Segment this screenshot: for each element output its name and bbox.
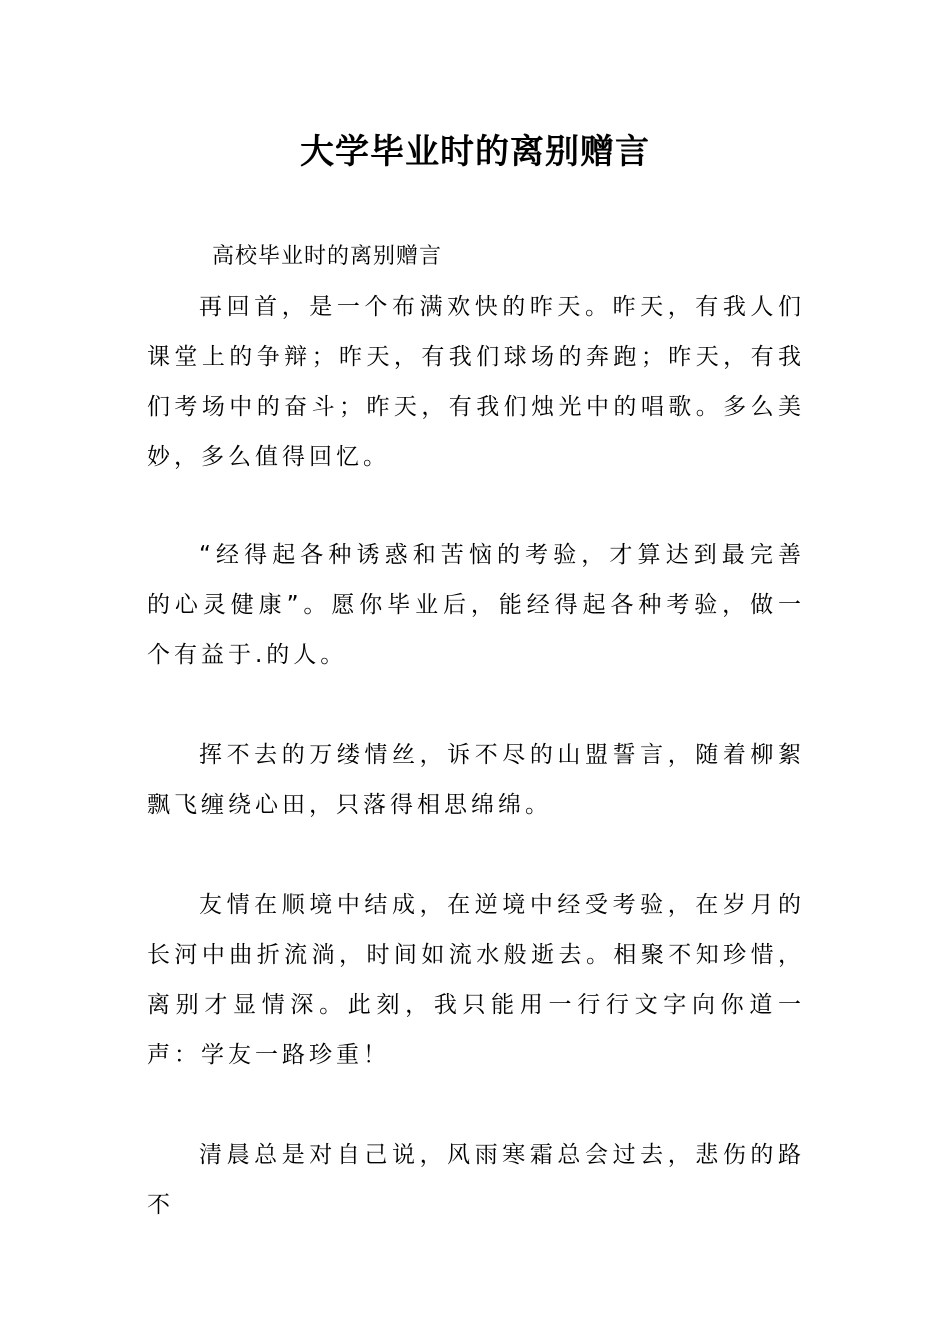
paragraph-5: 清晨总是对自己说，风雨寒霜总会过去，悲伤的路不 [147,1142,805,1218]
document-title: 大学毕业时的离别赠言 [300,132,650,172]
paragraph-1: 再回首，是一个布满欢快的昨天。昨天，有我人们课堂上的争辩；昨天，有我们球场的奔跑；昨天，有我们考场中的奋斗；昨天，有我们烛光中的唱歌。多么美妙，多么值得回忆。 [147,294,805,470]
document-subtitle: 高校毕业时的离别赠言 [212,244,443,269]
paragraph-2: “经得起各种诱惑和苦恼的考验，才算达到最完善的心灵健康”。愿你毕业后，能经得起各种考验，做一个有益于.的人。 [147,542,805,668]
paragraph-4: 友情在顺境中结成，在逆境中经受考验，在岁月的长河中曲折流淌，时间如流水般逝去。相聚不知珍惜，离别才显情深。此刻，我只能用一行行文字向你道一声：学友一路珍重！ [147,892,805,1068]
paragraph-3: 挥不去的万缕情丝，诉不尽的山盟誓言，随着柳絮飘飞缠绕心田，只落得相思绵绵。 [147,742,805,818]
